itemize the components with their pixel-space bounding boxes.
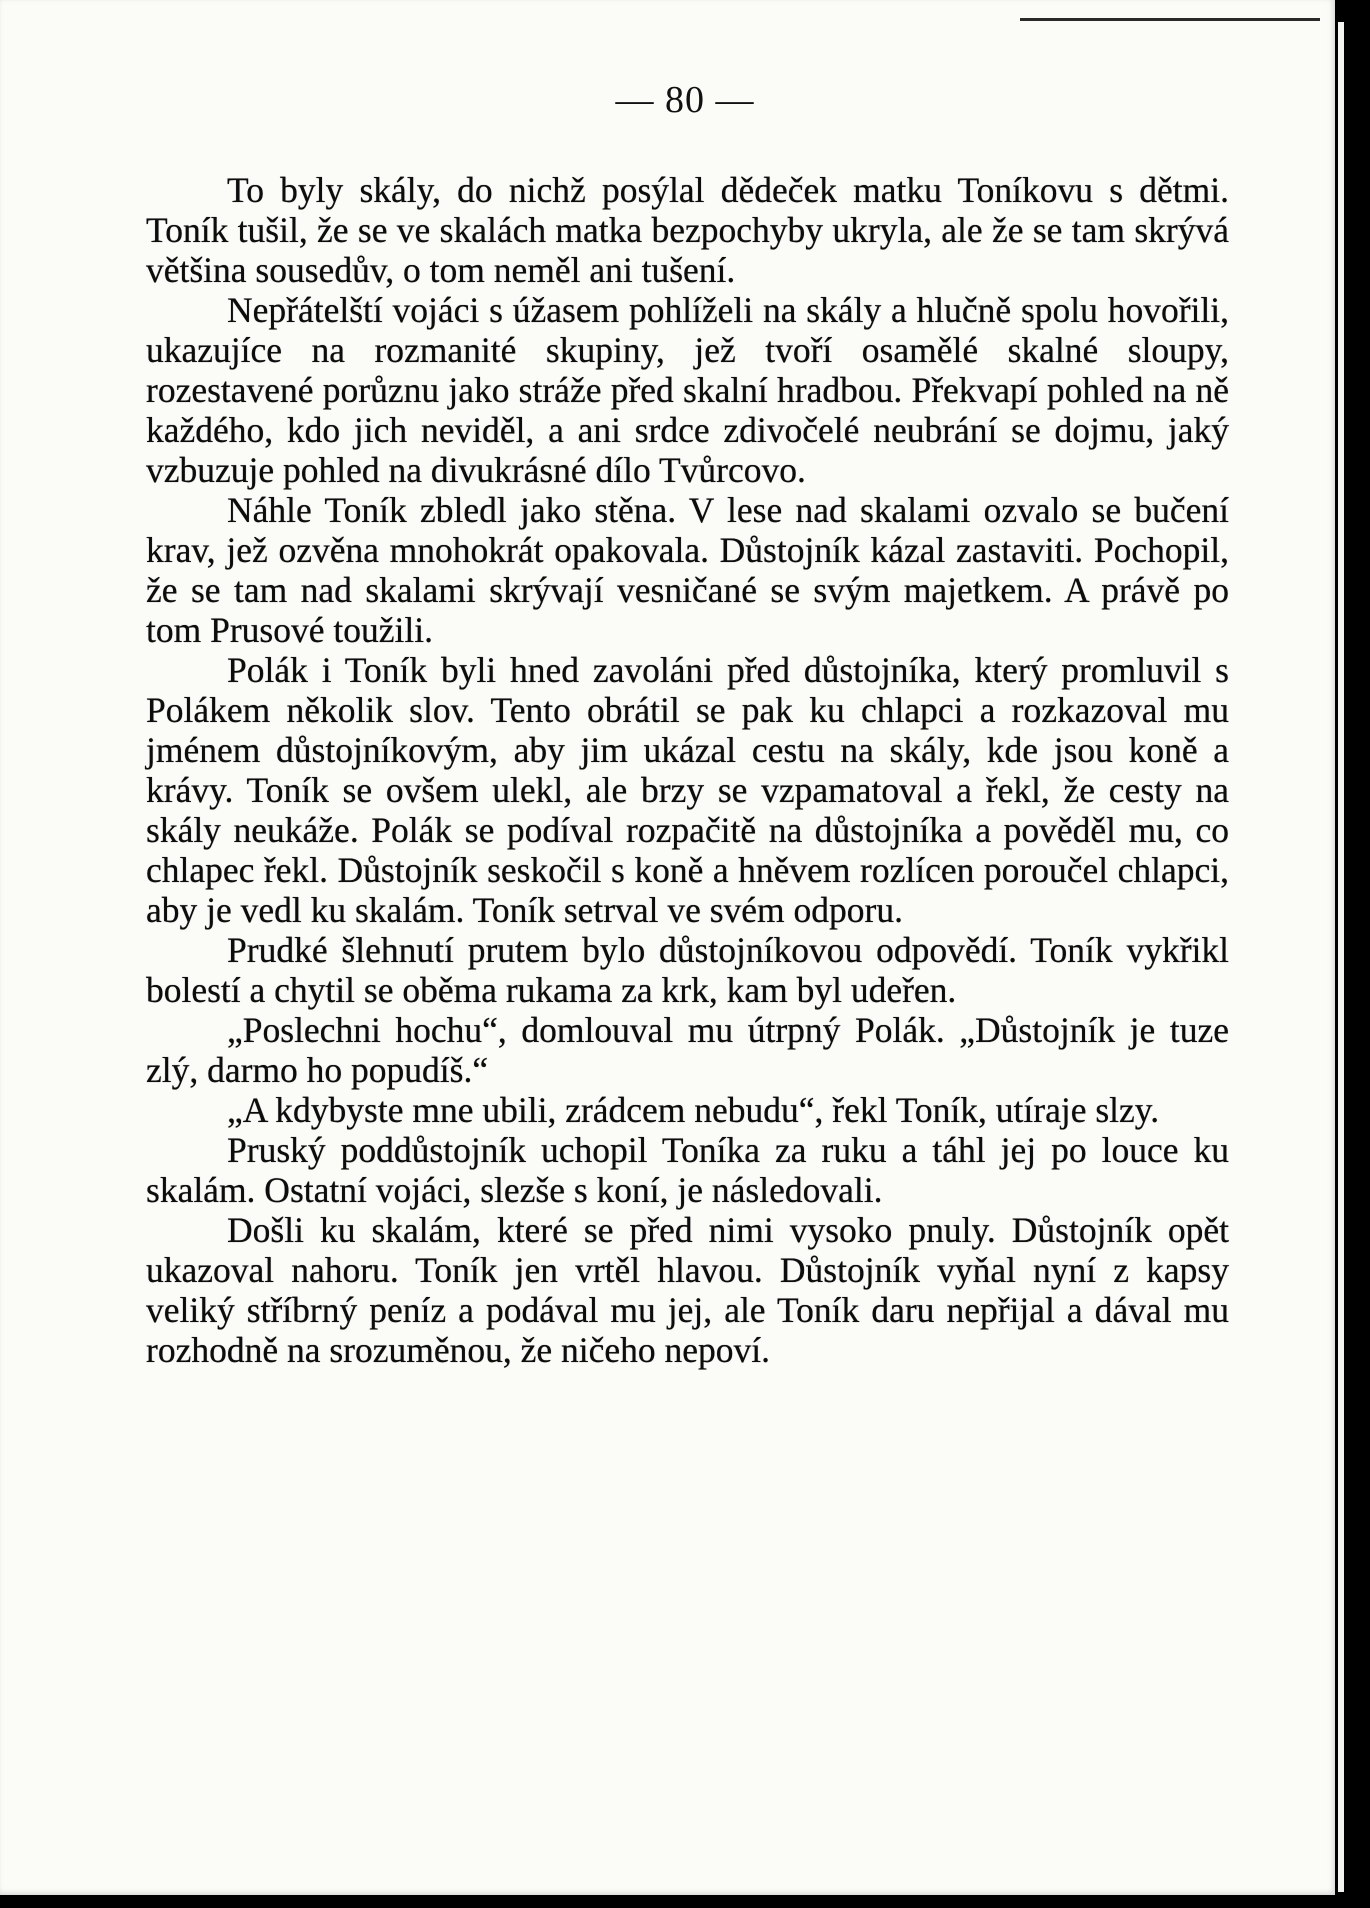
paragraph: „Poslechni hochu“, domlouval mu útrpný Polák. „Důstojník je tuze zlý, darmo ho popudíš.“: [146, 1010, 1229, 1090]
paragraph: Polák i Toník byli hned zavoláni před důstojníka, který promluvil s Polákem několik slov. Tento obrátil se pak ku chlapci a rozkazoval mu jménem důstojníkovým, aby jim ukázal cestu na skály, kde jsou koně a krávy. Toník se ovšem ulekl, ale brzy se vzpamatoval a řekl, že cesty na skály neukáže. Polák se podíval rozpačitě na důstojníka a pověděl mu, co chlapec řekl. Důstojník seskočil s koně a hněvem rozlícen poroučel chlapci, aby je vedl ku skalám. Toník setrval ve svém odporu.: [146, 650, 1229, 930]
page-edge-line: [1020, 18, 1320, 21]
paragraph: Náhle Toník zbledl jako stěna. V lese nad skalami ozvalo se bučení krav, jež ozvěna mnohokrát opakovala. Důstojník kázal zastaviti. Pochopil, že se tam nad skalami skrývají vesničané se svým majetkem. A právě po tom Prusové toužili.: [146, 490, 1229, 650]
page-number: — 80 —: [615, 79, 755, 121]
paragraph: To byly skály, do nichž posýlal dědeček matku Toníkovu s dětmi. Toník tušil, že se ve skalách matka bezpochyby ukryla, ale že se tam skrývá většina sousedův, o tom neměl ani tušení.: [146, 170, 1229, 290]
next-page-edge: [1338, 22, 1344, 1892]
paragraph: Pruský poddůstojník uchopil Toníka za ruku a táhl jej po louce ku skalám. Ostatní vojáci, slezše s koní, je následovali.: [146, 1130, 1229, 1210]
body-text: [146, 170, 1229, 1370]
paragraph: Došli ku skalám, které se před nimi vysoko pnuly. Důstojník opět ukazoval nahoru. Toník jen vrtěl hlavou. Důstojník vyňal nyní z kapsy veliký stříbrný peníz a podával mu jej, ale Toník daru nepřijal a dával mu rozhodně na srozuměnou, že ničeho nepoví.: [146, 1210, 1229, 1370]
paragraph: Nepřátelští vojáci s úžasem pohlíželi na skály a hlučně spolu hovořili, ukazujíce na rozmanité skupiny, jež tvoří osamělé skalné sloupy, rozestavené porůznu jako stráže před skalní hradbou. Překvapí pohled na ně každého, kdo jich neviděl, a ani srdce zdivočelé neubrání se dojmu, jaký vzbuzuje pohled na divukrásné dílo Tvůrcovo.: [146, 290, 1229, 490]
paragraph: Prudké šlehnutí prutem bylo důstojníkovou odpovědí. Toník vykřikl bolestí a chytil se oběma rukama za krk, kam byl udeřen.: [146, 930, 1229, 1010]
paragraph: „A kdybyste mne ubili, zrádcem nebudu“, řekl Toník, utíraje slzy.: [227, 1090, 1160, 1130]
